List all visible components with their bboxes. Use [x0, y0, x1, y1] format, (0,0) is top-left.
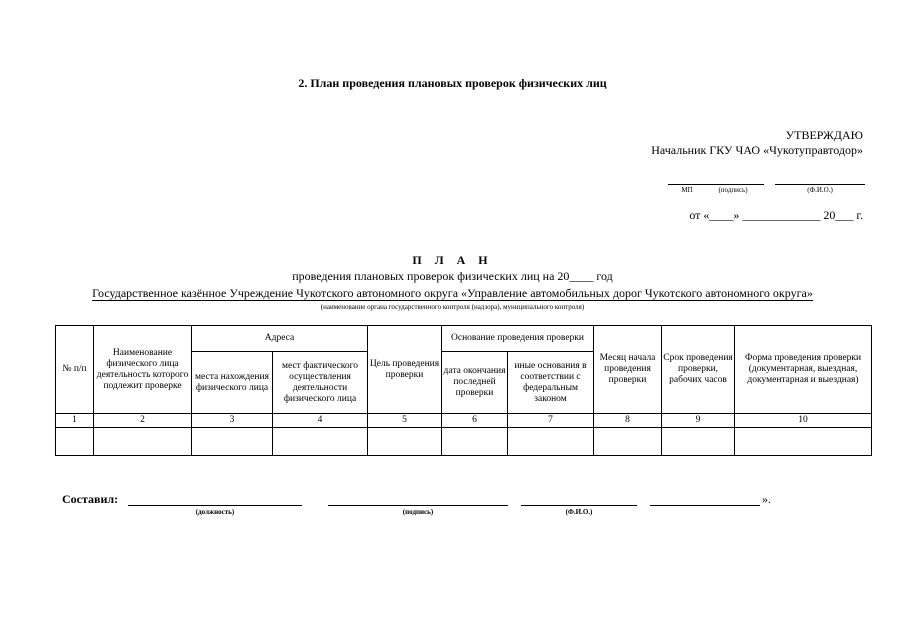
plan-title: П Л А Н — [412, 253, 493, 267]
header-form: Форма проведения проверки (документарная, выездная, документарная и выездная) — [735, 326, 872, 414]
header-addresses: Адреса — [192, 326, 368, 352]
position-caption: (должность) — [195, 508, 235, 516]
column-number-cell: 5 — [368, 414, 442, 428]
empty-cell — [442, 428, 508, 456]
signature-line-footer — [328, 505, 508, 506]
column-number-cell: 8 — [594, 414, 662, 428]
header-address-location: места нахождения физического лица — [192, 352, 273, 414]
empty-cell — [735, 428, 872, 456]
column-number-cell: 1 — [56, 414, 94, 428]
empty-cell — [94, 428, 192, 456]
fio-caption-footer: (Ф.И.О.) — [565, 508, 593, 516]
column-number-cell: 9 — [662, 414, 735, 428]
column-number-cell: 3 — [192, 414, 273, 428]
organization-name-text: Государственное казённое Учреждение Чукотского автономного округа «Управление автомобильных дорог Чукотского автономного округа» — [92, 286, 813, 300]
section-title: 2. План проведения плановых проверок физических лиц — [298, 76, 607, 90]
header-address-activity: мест фактического осуществления деятельности физического лица — [273, 352, 368, 414]
mp-caption: МП — [681, 186, 693, 194]
empty-cell — [56, 428, 94, 456]
column-number-cell: 7 — [508, 414, 594, 428]
header-basis: Основание проведения проверки — [442, 326, 594, 352]
header-number: № п/п — [56, 326, 94, 414]
header-basis-last-date: дата окончания последней проверки — [442, 352, 508, 414]
column-number-cell: 10 — [735, 414, 872, 428]
plan-subtitle: проведения плановых проверок физических лиц на 20____ год — [292, 269, 613, 283]
column-number-cell: 4 — [273, 414, 368, 428]
empty-cell — [273, 428, 368, 456]
fio-line-footer-1 — [521, 505, 637, 506]
position-line — [128, 505, 302, 506]
signature-caption: (подпись) — [718, 186, 748, 194]
header-goal: Цель проведения проверки — [368, 326, 442, 414]
header-start-month: Месяц начала проведения проверки — [594, 326, 662, 414]
fio-line — [775, 184, 865, 185]
signature-line — [668, 184, 764, 185]
empty-cell — [368, 428, 442, 456]
fio-line-footer-2 — [650, 505, 760, 506]
table-row — [56, 428, 872, 456]
signature-caption-footer: (подпись) — [402, 508, 434, 516]
column-number-cell: 6 — [442, 414, 508, 428]
fio-caption: (Ф.И.О.) — [807, 186, 833, 194]
empty-cell — [662, 428, 735, 456]
empty-cell — [594, 428, 662, 456]
approver-position: Начальник ГКУ ЧАО «Чукотуправтодор» — [651, 143, 863, 157]
header-person-name: Наименование физического лица деятельность которого подлежит проверке — [94, 326, 192, 414]
empty-cell — [508, 428, 594, 456]
column-number-cell: 2 — [94, 414, 192, 428]
approval-date: от «____» _____________ 20___ г. — [689, 208, 863, 222]
compiled-by-label: Составил: — [62, 492, 119, 506]
approve-label: УТВЕРЖДАЮ — [785, 128, 863, 142]
organization-name — [0, 286, 905, 301]
header-basis-other: иные основания в соответствии с федеральным законом — [508, 352, 594, 414]
closing-quote: ». — [762, 492, 771, 506]
empty-cell — [192, 428, 273, 456]
inspection-plan-table — [55, 325, 872, 456]
header-duration: Срок проведения проверки, рабочих часов — [662, 326, 735, 414]
organization-caption: (наименование органа государственного контроля (надзора), муниципального контроля) — [320, 303, 585, 311]
